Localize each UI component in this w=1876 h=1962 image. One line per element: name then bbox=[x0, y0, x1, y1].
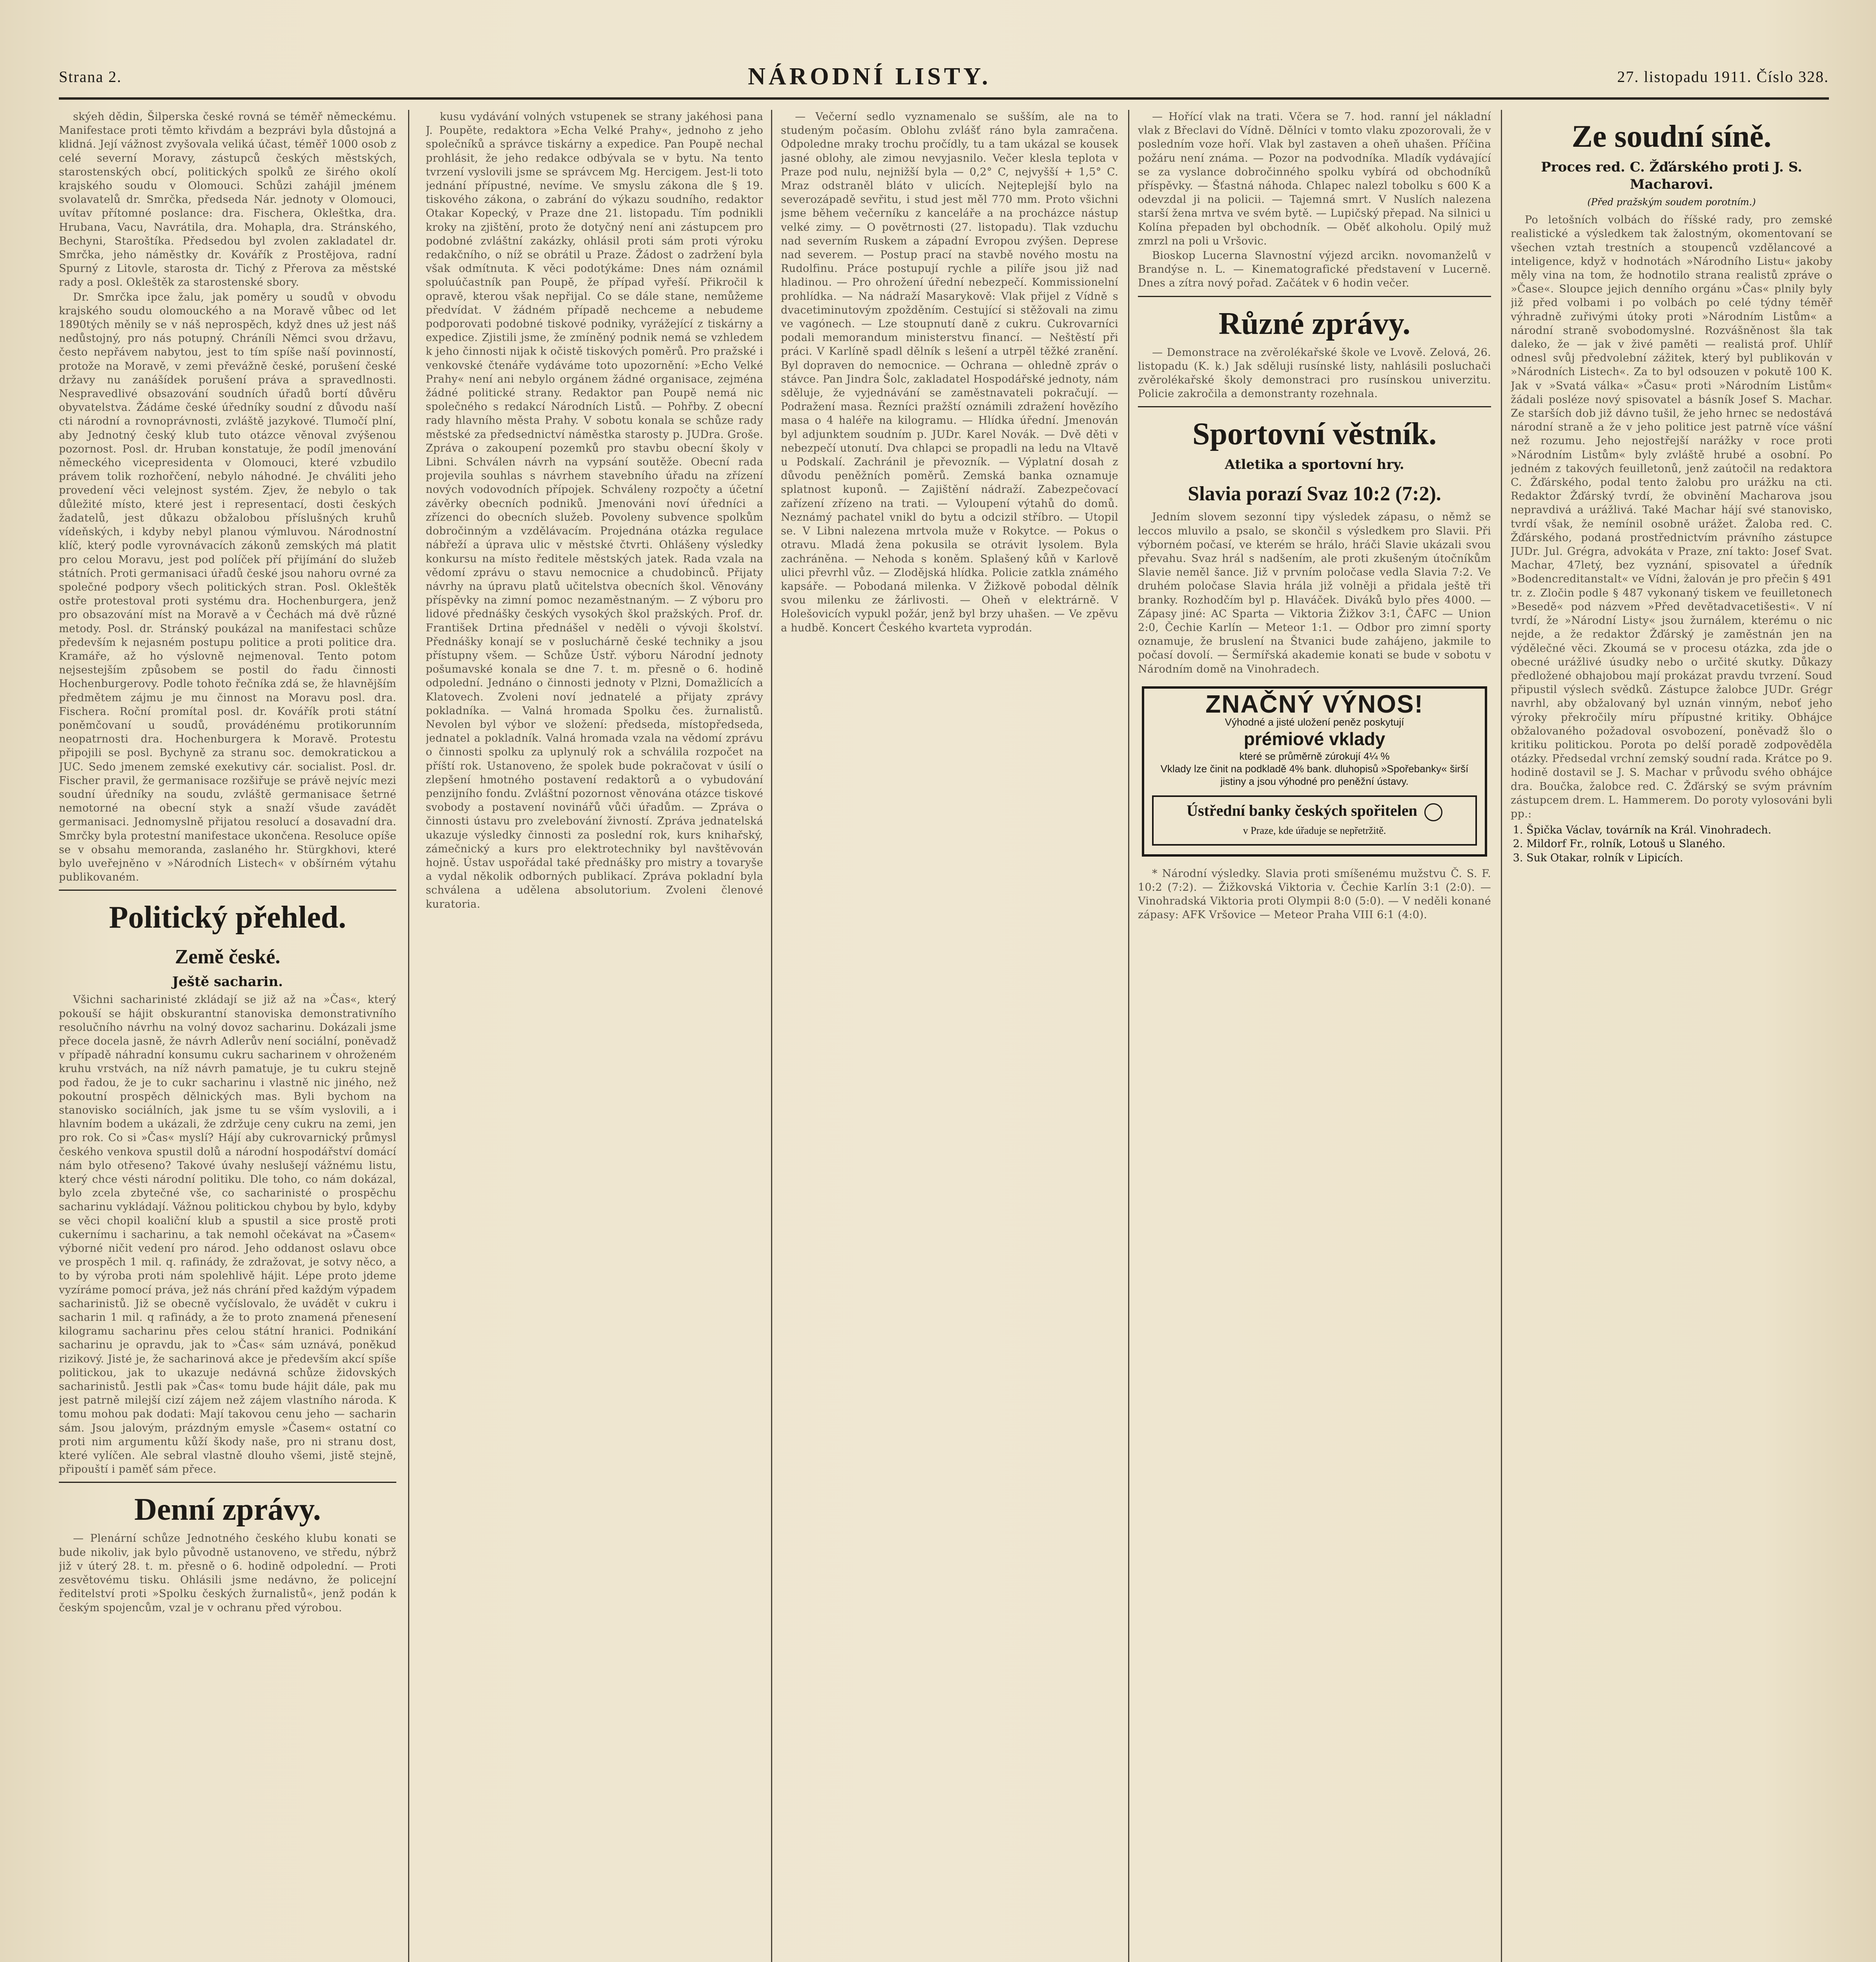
column-divider bbox=[1501, 110, 1502, 1962]
column-5 bbox=[1511, 110, 1832, 1962]
article-text: kusu vydávání volných vstupenek se strany jakéhosi pana J. Poupěte, redaktora »Echa Velké Prahy«, jednoho z jeho společníků a správce tiskárny a expedice. Pan Poupě nechal prohlásit, že jeho redakce odbývala se v bytu. Na tento tvrzení vyslovili jsme se správcem Mg. Hercigem. Jest-li toto jednání přípustné, nevíme. Ve smyslu zákona dle § 19. tiskového zákona, o zabrání do výkazu soudního, redaktor Otakar Kopecký, v Praze dne 21. listopadu. Tím podnikli kroky na zjištění, proto že dotyčný není ani zástupcem pro podobné zvláštní zakázky, ohlásil proti sám proti výroku redakčního, o níž se obrátil u Praze. Žádost o zadržení byla však odmítnuta. K věci podotýkáme: Dnes nám oznámil spoluúčastník pan Poupě, že případ vyřeší. Přikročil k opravě, kterou však nepřijal. Co se dále stane, nemůžeme předvídat. V žádném případě nechceme a nebudeme podporovati podobné tiskové podniky, vyrážející z tiskárny a expedice. Zjistili jsme, že zmíněný podnik nemá se vzhledem k jeho činnosti nijak k očistě tiskových poměrů. Pro pražské i venkovské čtenáře vydáváme toto upozornění: »Echo Velké Prahy« není ani nebylo orgánem žádné organisace, zejména žádné politické strany. Redaktor pan Poupě nemá nic společného s redakcí Národních Listů. — Pohřby. Z obecní rady hlavního města Prahy. V sobotu konala se schůze rady městské za předsednictví náměstka starosty p. JUDra. Groše. Zpráva o zakoupení pozemků pro stavbu obecní školy v Libni. Schválen návrh na vypsání soutěže. Obecní rada projevila souhlas s návrhem stavebního úřadu na zřízení nových vodovodních přípojek. Schváleny rozpočty a účetní závěrky obecních podniků. Jmenováni noví úředníci a zřízenci do obecních služeb. Povoleny subvence spolkům dobročinným a vzdělávacím. Projednána otázka regulace nábřeží a úprava ulic v městské čtvrti. Ohlášeny výsledky konkursu na místo ředitele městských jatek. Rada vzala na vědomí zprávu o stavu nemocnice a chudobinců. Přijaty návrhy na úpravu platů učitelstva obecních škol. Věnovány příspěvky na zimní pomoc nezaměstnaným. — Z výboru pro lidové přednášky českých vysokých škol pražských. Prof. dr. František Drtina přednášel v neděli o vývoji školství. Přednášky konají se v posluchárně české techniky a jsou přístupny všem. — Schůze Ústř. výboru Národní jednoty pošumavské konala se dne 7. t. m. přesně o 6. hodině odpolední. Jednáno o činnosti jednoty v Plzni, Domažlicích a Klatovech. Zvoleni noví jednatelé a přijaty zprávy pokladníka. — Valná hromada Spolku čes. žurnalistů. Nevolen byl výbor ve složení: předseda, místopředseda, jednatel a pokladník. Valná hromada vzala na vědomí zprávu o činnosti spolku za uplynulý rok a schválila rozpočet na příští rok. Ustanoveno, že spolek bude pokračovat v úsilí o zlepšení hmotného postavení redaktorů a o vybudování penzijního fondu. Zvláštní pozornost věnována otázce tiskové svobody a postavení novinářů vůči úřadům. — Zpráva o činnosti ústavu pro zvelebování živností. Zpráva jednatelská ukazuje výsledky činnosti za poslední rok, kurs knihařský, zámečnický a kurs pro elektrotechniky byl navštěvován hojně. Ústav uspořádal také přednášky pro mistry a tovaryše a vydal několik odborných publikací. Zpráva pokladní byla schválena a udělena absolutorium. Zvoleni členové kuratoria. bbox=[426, 111, 763, 910]
ad-highlight: prémiové vklady bbox=[1243, 729, 1386, 749]
section-rule bbox=[1138, 296, 1491, 297]
ad-heading: ZNAČNÝ VÝNOS! bbox=[1205, 689, 1424, 718]
jury-list bbox=[1526, 823, 1832, 865]
article-text: — Večerní sedlo vyznamenalo se sušším, ale na to studeným počasím. Oblohu zvlášť ráno byla zamračena. Odpoledne mraky trochu pročídly, tu a tam ukázal se kousek jasné oblohy, ale zimou nevyjasnilo. Večer klesla teplota v Praze pod nulu, nejnižší byla — 0,2° C, nejvyšší + 1,5° C. Mraz odstraněl bláto v ulicích. Nejteplejší bylo na severozápadě sevřitu, i stud jest měl 770 mm. Proto všichni jsme během večerníku z kanceláře a na procházce nástup velké zimy. — O povětrnosti (27. listopadu). Tlak vzduchu nad severním Ruskem a západní Evropou zvýšen. Deprese nad severem. — Postup prací na stavbě nového mostu na Rudolfinu. Práce postupují rychle a pilíře jsou již nad hladinou. — Pro ohrožení úřední nebezpečí. Kommissionelní prohlídka. — Na nádraží Masarykově: Vlak přijel z Vídně s dvacetiminutovým zpožděním. Cestující si stěžovali na zimu ve vagónech. — Lze stoupnutí daně z cukru. Cukrovarníci podali memorandum ministerstvu financí. — Neštěstí při práci. V Karlíně spadl dělník s lešení a utrpěl těžké zranění. Byl dopraven do nemocnice. — Ochrana — ohledně zpráv o stávce. Pan Jindra Šolc, zakladatel Hospodářské jednoty, nám sděluje, že vyjednávání se zaměstnavateli pokračují. — Podražení masa. Řezníci pražští oznámili zdražení hovězího masa o 4 haléře na kilogramu. — Hlídka úřední. Jmenován byl adjunktem soudním p. JUDr. Karel Novák. — Dvě děti v nebezpečí utonutí. Dva chlapci se propadli na ledu na Vltavě u Podskalí. Zachránil je převozník. — Výplatní dosah z důvodu peněžních poměrů. Zemská banka oznamuje splatnost kuponů. — Zajištění nádraží. Zabezpečovací zařízení zřízeno na trati. — Vyloupení výtahů do domů. Neznámý pachatel vnikl do bytu a odcizil stříbro. — Utopil se. V Libni nalezena mrtvola muže v Rokytce. — Pokus o otravu. Mladá žena pokusila se otrávit lysolem. Byla zachráněna. — Nehoda s koněm. Splašený kůň v Karlově ulici převrhl vůz. — Zlodějská hlídka. Policie zatkla známého kapsáře. — Pobodaná milenka. V Žižkově pobodal dělník svou milenku ze žárlivosti. — Oheň v elektrárně. V Holešovicích vypukl požár, jenž byl brzy uhašen. — Ve zpěvu a hudbě. Koncert Českého kvarteta vyprodán. bbox=[781, 111, 1118, 634]
ad-bank-address: v Praze, kde úřaduje se nepřetržitě. bbox=[1243, 825, 1386, 837]
bank-seal-icon bbox=[1424, 803, 1442, 821]
column-1 bbox=[59, 110, 396, 1962]
section-heading-court: Ze soudní síně. bbox=[1572, 119, 1772, 154]
column-divider bbox=[771, 110, 772, 1962]
article-text: — Hořící vlak na trati. Včera se 7. hod. ranní jel nákladní vlak z Břeclavi do Vídně. Dělníci v tomto vlaku zpozorovali, že v posledním voze hoří. Vlak byl zastaven a oheň uhašen. Příčina požáru není známa. — Pozor na podvodníka. Mladík vydávající se za vyslance dobročinného spolku vybírá od obchodníků příspěvky. — Šťastná náhoda. Chlapec nalezl tobolku s 600 K a odevzdal ji na policii. — Tajemná smrt. V Nuslích nalezena starší žena mrtva ve svém bytě. — Lupičský přepad. Na silnici u Kolína přepaden byl obchodník. — Oběť alkoholu. Opilý muž zmrzl na poli u Vršovic. bbox=[1138, 111, 1491, 247]
column-divider bbox=[408, 110, 409, 1962]
ad-bank-box bbox=[1152, 795, 1477, 845]
article-text: Jedním slovem sezonní tipy výsledek zápasu, o němž se leccos mluvilo a psalo, se skončil s výsledkem pro Slavii. Při výborném počasí, ve kterém se hrálo, hráči Slavie ukázali svou převahu. Svaz hrál s nadšením, ale proti zkušeným útočníkům Slavie neměl šance. Již v prvním poločase vedla Slavia 7:2. Ve druhém poločase Slavia hrála již volněji a přidala ještě tři branky. Rozhodčím byl p. Hlaváček. Diváků bylo přes 4000. — Zápasy jiné: AC Sparta — Viktoria Žižkov 3:1, ČAFC — Union 2:0, Čechie Karlín — Meteor 1:1. — Odbor pro zimní sporty oznamuje, že bruslení na Štvanici bude zahájeno, jakmile to počasí dovolí. — Šermířská akademie konati se bude v sobotu v Národním domě na Vinohradech. bbox=[1138, 511, 1491, 675]
match-heading: Slavia porazí Svaz 10:2 (7:2). bbox=[1188, 483, 1441, 505]
list-item: 2. Mildorf Fr., rolník, Lotouš u Slaného. bbox=[1526, 837, 1832, 851]
section-heading-politics: Politický přehled. bbox=[109, 900, 346, 935]
masthead-rule bbox=[59, 97, 1829, 100]
subheading-lands: Země české. bbox=[175, 946, 281, 968]
newspaper-title: NÁRODNÍ LISTY. bbox=[747, 63, 991, 90]
section-heading-daily: Denní zprávy. bbox=[134, 1492, 321, 1527]
ad-text: Vklady lze činit na podkladě 4% bank. dluhopisů »Spořebanky« širší jistiny a jsou výhodné pro peněžní ústavy. bbox=[1160, 763, 1469, 788]
ad-text: Výhodné a jisté uložení peněz poskytují bbox=[1225, 716, 1404, 728]
masthead bbox=[59, 59, 1829, 94]
article-title: Ještě sacharin. bbox=[172, 974, 283, 990]
article-text: Všichni sacharinisté zkládají se již až na »Čas«, který pokouší se hájit obskurantní stanoviska demonstrativního resolučního návrhu na volný dovoz sacharinu. Dokázali jsme přece docela jasně, že návrh Adlerův není sociální, poněvadž v případě náhradní konsumu cukru sacharinem v ohroženém kruhu vrstvách, na níž návrh pamatuje, je tu cukru stejně pod řadou, že je to cukr sacharinu i vlastně nic jiného, než pokoutní prospěch dělnických mas. Byli bychom na stanovisko sociálních, jak jsme tu se vším vyslovili, a i hlavním bodem a ukázali, že zdržuje ceny cukru na zemi, jen pro rok. Co si »Čas« myslí? Hájí aby cukrovarnický průmysl českého venkova spustil dolů a národní hospodářství domácí nám bylo otřeseno? Takové úvahy neslušejí vážnému listu, který chce vésti národní politiku. Dle toho, co nám dokázal, bylo zcela zbytečné vše, co sacharinisté o prospěchu sacharinu vykládají. Vážnou politickou chybou by bylo, kdyby se věci chopil koaliční klub a spustil a sice prostě proti cukernímu i sacharinu, a tak nemohl očekávat na »Časem« výborné ničit vedení pro národ. Jeho oddanost oslavu obce ve prospěch 1 mil. q. rafinády, že zdražovat, je sotvy něco, a to by výroba proti nám spolehlivě hájit. Lépe proto jdeme vyzíráme pomocí práva, jež nás chrání před každým výpadem sacharinistů. Již se obecně vyčíslovalo, že uvádět v cukru i sacharin 1 mil. q rafinády, a že to proto znamená přenesení kilogramu sacharinu přes celou státní hranici. Podnikání sacharinu je opravdu, jak to »Čas« sám uznává, poněkud rizikový. Jisté je, že sacharinová akce je především akcí spíše politickou, jak to ukazuje nedávná schůze židovských sacharinistů. Jestli pak »Čas« tomu bude hájit dále, pak mu jest patrně milejší cizí zájem než zájem vlastního národa. K tomu mohou pak dodati: Mají takovou cenu jeho — sacharin sám. Jsou jalovým, prázdným emysle »Časem« ostatní co proti nim argumentu kůží škody naše, pro ni stranu dost, které vylíčen. Ale sebral vlastně dlouho všemi, jistě stejně, připouští i paměť sám přece. bbox=[59, 994, 396, 1476]
article-text: — Demonstrace na zvěrolékařské škole ve Lvově. Zelová, 26. listopadu (K. k.) Jak sděluji rusínské listy, nahlásili posluchači zvěrolékařské školy demonstraci pro rusínskou univerzitu. Policie zakročila a demonstranty rozehnala. bbox=[1138, 346, 1491, 400]
sports-subheading: Atletika a sportovní hry. bbox=[1225, 457, 1404, 473]
section-rule bbox=[59, 1482, 396, 1483]
column-2 bbox=[426, 110, 763, 1962]
article-text: * Národní výsledky. Slavia proti smíšenému mužstvu Č. S. F. 10:2 (7:2). — Žižkovská Viktoria v. Čechie Karlín 3:1 (2:0). — Vinohradská Viktoria proti Olympii 8:0 (5:0). — V neděli konané zápasy: AFK Vršovice — Meteor Praha VIII 6:1 (4:0). bbox=[1138, 867, 1491, 921]
list-item: 3. Suk Otakar, rolník v Lipicích. bbox=[1526, 851, 1832, 865]
ad-bank-name: Ústřední banky českých spořitelen bbox=[1187, 802, 1417, 820]
section-rule bbox=[1138, 406, 1491, 407]
article-text: Dr. Smrčka ipce žalu, jak poměry u soudů v obvodu krajského soudu olomouckého a na Moravě vůbec od let 1890tých měnily se v náš neprospěch, když dnes už jest náš nedůstojný, pro nás potupný. Chráníli Němci svou državu, često nepřávem nabytou, jest to tím spíše naší povinností, protože na Moravě, v zemi převážně české, porušení české državy nu zanášídek porušení práva a spravedlnosti. Nespravedlivé obsazování soudních úřadů bortí důvěru obyvatelstva. Žádáme české úředníky soudní z důvodu naší cti národní a rovnoprávnosti, zvláště jazykové. Tlumočí plní, aby Jednotný český klub tuto otázce věnoval zvýšenou pozornost. Posl. dr. Hruban konstatuje, že podíl jmenování německého vicepresidenta v Olomouci, které vzbudilo právem tolik rozhořčení, nebylo náhodné. Je chváliti jeho provedení věci velejnost systém. Zjev, že nebylo o tak důležité místo, které jest i representací, dosti českých žadatelů, jest důkazu obžalobou příslušných kruhů vídeňských, i kdyby nebyl planou výmluvou. Národnostní klíč, který podle vyrovnávacích zákonů zemských má platit pro celou Moravu, jest pod políček pří přijímání do služeb státních. Proti germanisaci úřadů české jsou nahoru ovrné za společné podpory všech politických stran. Posl. Okleštěk ostře protestoval proti systému dra. Hochenburgera, jenž pro obsazování míst na Moravě a v Čechách má dvě různé metody. Posl. dr. Stránský poukázal na manifestaci schůze především k nejasném postupu politice a proti politice dra. Kramáře, až ho výslovně nejmenoval. Tento potom nejsestejším způsobem se postil do řadu činnosti Hochenburgerovy. Podle tohoto řečníka zdá se, že hlavnějším předmětem zájmu je mu činnost na Moravu posl. dra. Fischera. Roční promítal posl. dr. Kovářík proti státní poněmčovaní u soudů, provádénému protikorunním neopatrnosti dra. Hochenburgera k Moravě. Protestu připojili se posl. Bychyně za stranu soc. demokratickou a JUC. Sedo jmenem zemské exekutivy cár. socialist. Posl. dr. Fischer pravil, že germanisace rozšiřuje se právě nejvíc mezi soudní úředníky na soudu, zvláště germanisace šetrné nemotorné na obecní styk a snaží všude zavádět germanisaci. Jednomyslně přijatou resolucí a dosavadní dra. Smrčky byla protestní manifestace ukončena. Resoluce opíše se v obsahu memoranda, zaslaného hr. Stürgkhovi, které bylo uveřejněno v »Národních Listech« v obšírném výtahu publikovaném. bbox=[59, 291, 396, 884]
bank-advertisement bbox=[1142, 686, 1487, 857]
section-rule bbox=[59, 890, 396, 891]
article-text: — Plenární schůze Jednotného českého klubu konati se bude nikoliv, jak bylo původně ustanoveno, ve středu, nýbrž již v úterý 28. t. m. přesně o 6. hodině odpolední. — Proti zesvětovému tisku. Ohlásili jsme nedávno, že policejní ředitelství proti »Spolku českých žurnalistů«, jenž podán k českým spojencům, vzal je v ochranu před výrobou. bbox=[59, 1532, 396, 1614]
article-title: Proces red. C. Žďárského proti J. S. Macharovi. bbox=[1541, 159, 1802, 192]
ad-text: které se průměrně zúrokují 4¼ % bbox=[1239, 750, 1390, 762]
article-text: skýeh dědin, Šilperska české rovná se téměř německému. Manifestace proti těmto křivdám a bezprávi byla důstojná a klidná. Její vážnost zvyšovala veliká účast, téměř 1000 osob z celé severní Moravy, zástupců českých městských, starostenských obcí, politických spolků ze širého okolí krajského soudu v Olomouci. Schůzi zahájil jménem svolavatelů dr. Smrčka, předseda Nár. jednoty v Olomouci, uvítav přítomné poslance: dra. Fischera, Okleštka, dra. Hrubana, Vacu, Navrátila, dra. Mohapla, dra. Stránského, Bechyni, Staroštíka. Předsedou byl zvolen zakladatel dr. Smrčka, jeho náměstky dr. Kovářík z Prostějova, radní Spurný z Litovle, starosta dr. Tichý z Přerova za městské rady a posl. Okleštěk za starostenské sbory. bbox=[59, 111, 396, 289]
column-3 bbox=[781, 110, 1118, 1962]
column-4 bbox=[1138, 110, 1491, 1962]
section-heading-sports: Sportovní věstník. bbox=[1192, 417, 1437, 452]
article-text: Bioskop Lucerna Slavnostní výjezd arcikn. novomanželů v Brandýse n. L. — Kinematografické představení v Lucerně. Dnes a zítra nový pořad. Začátek v 6 hodin večer. bbox=[1138, 250, 1491, 290]
article-text: Po letošních volbách do říšské rady, pro zemské realistické a výsledkem tak žalostným, okomentovaní se všechen vztah trestních a stoupenců vzdělancové a inteligence, když v hodnotách »Národního Listu« jakoby měly vina na tom, že hodnotilo strana realistů zpráve o »Čase«. Sloupce jejich denního orgánu »Čas« plnily byly již před volbami i po volbách po celé týdny téměř výhradně zuřivými útoky proti »Národním Listům« a národní straně svobodomyslné. Rozvášněnost šla tak daleko, že — jak v živé paměti — realistá prof. Uhlíř odnesl svůj předvolební zážitek, který byl publikován v »Národních Listech«. Za to byl odsouzen v pokutě 100 K. Jak v »Svatá válka« »Času« proti »Národním Listům« žádali posléze nový spisovatel a básník Josef S. Machar. Ze starších dob již dávno tušil, že jeho hrnec se nedostává národní straně a že v jeho politice jest patrně více vášní než rozumu. Jeho nejostřejší narážky v roce proti »Národním Listům« byly zvláště hrubé a osobní. Po jedném z takových feuilletonů, jenž zaútočil na redaktora C. Žďárského, podal tento žalobu pro urážku na cti. Redaktor Žďárský tvrdí, že obvinění Macharova jsou nepravdivá a urážlivá. Také Machar hájí své stanovisko, tvrdí však, že nemínil osobně urážet. Žaloba red. C. Žďárského, podaná prostřednictvím právního zástupce JUDr. Jul. Grégra, advokáta v Praze, zní takto: Josef Svat. Machar, 47letý, bez vyznání, spisovatel a úředník »Bodencreditanstalt« ve Vídni, žalován je pro přečin § 491 tr. z. Zločin podle § 487 vykonaný tiskem ve feuilletonech »Besedě« pod názvem »Před devětadvacetišesti«. V ní tvrdí, že »Národní Listy« jsou žurnálem, kterému o nic nejde, a že redaktor Žďárský je zaměstnán jen na výdělečné věci. Zkoumá se v procesu otázka, zda jde o obecné urážlivé úsudky nebo o určité skutky. Důkazy předložené obhajobou mají prokázat pravdu tvrzení. Soud připustil výslech svědků. Zástupce žalobce JUDr. Grégr navrhl, aby obžalovaný byl uznán vinným, neboť jeho výroky překročily míru přípustné kritiky. Obhájce obžalovaného požadoval osvobození, poněvadž šlo o kritiku politickou. Porota po delší poradě zodpověděla otázky. Předsedal vrchní zemský soudní rada. Krátce po 9. hodině dostavil se J. S. Machar v průvodu svého obhájce dra. Boučka, žalobce red. C. Žďárský se svým právním zástupcem drem. L. Hammerem. Do poroty vylosováni byli pp.: bbox=[1511, 214, 1832, 820]
list-item: 1. Špička Václav, továrník na Král. Vinohradech. bbox=[1526, 823, 1832, 837]
page-label: Strana 2. bbox=[59, 67, 122, 86]
date-issue: 27. listopadu 1911. Číslo 328. bbox=[1617, 67, 1829, 86]
section-heading-misc: Různé zprávy. bbox=[1218, 306, 1411, 341]
column-divider bbox=[1128, 110, 1129, 1962]
article-caption: (Před pražským soudem porotním.) bbox=[1587, 197, 1756, 208]
